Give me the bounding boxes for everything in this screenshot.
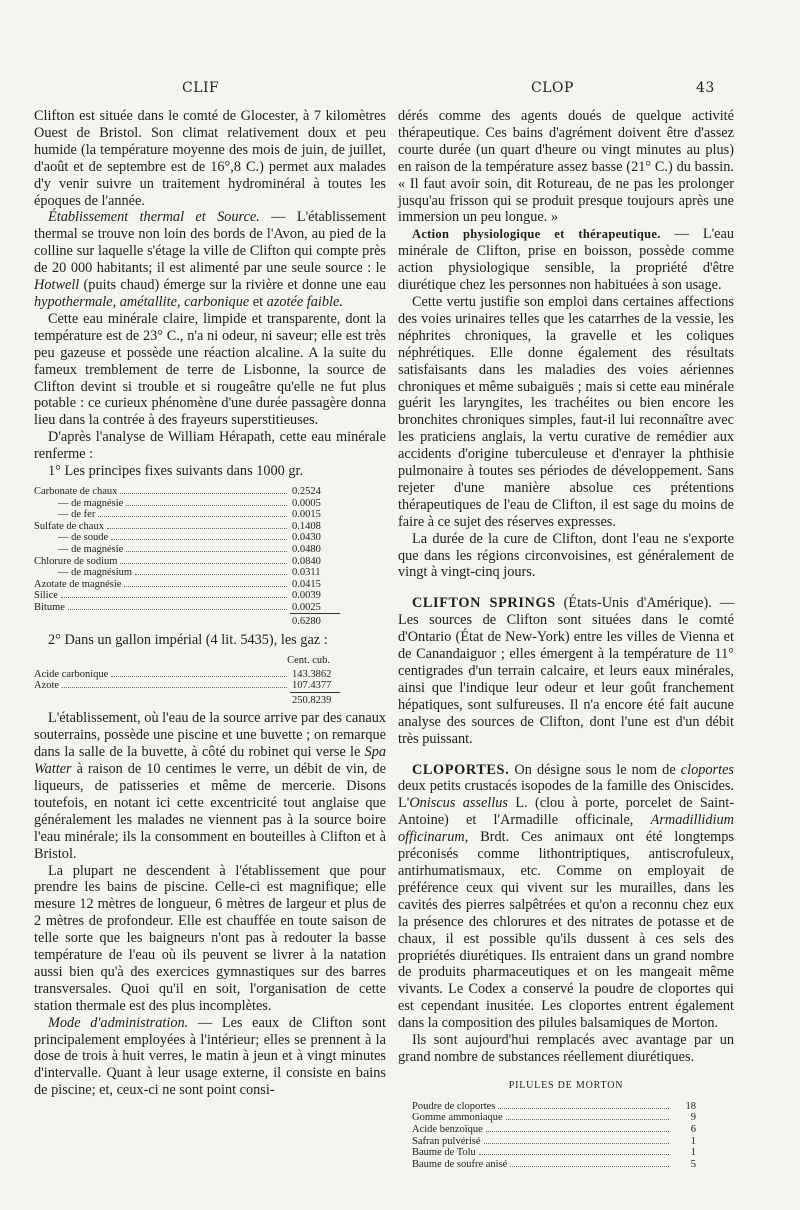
page-number: 43 <box>696 80 715 96</box>
gases-table-unit-header: Cent. cub. <box>287 654 330 666</box>
compound-value: 0.0005 <box>292 497 321 509</box>
ingredient-row <box>412 1124 696 1136</box>
subheading-action: Action physiologique et thérapeutique. <box>412 227 661 242</box>
left-column <box>34 108 386 1099</box>
leader-dots <box>98 516 287 517</box>
ingredient-value: 9 <box>690 1112 696 1124</box>
leader-dots <box>61 597 287 598</box>
ingredient-value: 1 <box>690 1135 696 1147</box>
compound-value: 0.0415 <box>292 578 321 590</box>
ingredient-row <box>412 1147 696 1159</box>
ingredient-name: Safran pulvérisé <box>412 1135 481 1147</box>
compound-row <box>34 544 340 556</box>
compound-name: Chlorure de sodium <box>34 555 118 567</box>
leader-dots <box>498 1108 669 1109</box>
leader-dots <box>120 563 287 564</box>
compound-name: — de fer <box>58 509 96 521</box>
leader-dots <box>484 1143 669 1144</box>
leader-dots <box>68 609 287 610</box>
fixed-principles-table <box>34 486 340 628</box>
running-header <box>0 80 800 100</box>
compound-name: Sulfate de chaux <box>34 520 104 532</box>
compound-value: 0.2524 <box>292 485 321 497</box>
ingredient-row <box>412 1101 696 1113</box>
ingredient-name: Baume de soufre anisé <box>412 1158 508 1170</box>
ingredient-value: 6 <box>690 1123 696 1135</box>
ingredient-name: Baume de Tolu <box>412 1147 476 1159</box>
gas-row <box>34 680 340 692</box>
compound-value: 0.0480 <box>292 543 321 555</box>
paragraph-water-description: Cette eau minérale claire, limpide et transparente, dont la température est de 23° C., n'a ni odeur, ni saveur; elle est très peu gazeuse et possède une réaction alcaline. A la suite du fameux tremblement de terre de Lisbonne, la source de Clifton devint si trouble et si rougeâtre qu'elle ne fut plus potable : ce curieux phénomène d'une durée passagère donna lieu dans la contrée à des frayeurs superstitieuses. <box>34 310 386 429</box>
compound-row <box>34 521 340 533</box>
ingredient-name: Poudre de cloportes <box>412 1100 496 1112</box>
compound-name: Silice <box>34 590 58 602</box>
paragraph-baths-continued: dérés comme des agents doués de quelque activité thérapeutique. Ces bains d'agrément doivent être d'assez courte durée (un quart d'heure ou vingt minutes au plus) en raison de la température assez basse (21° C.) du bassin. « Il faut avoir soin, dit Rotureau, de ne pas les prolonger jusqu'au frisson qui se produit presque toujours après une immersion un peu longue. » <box>398 108 734 226</box>
ingredient-row <box>412 1136 696 1148</box>
compound-value: 0.0025 <box>292 601 321 613</box>
leader-dots <box>135 574 287 575</box>
headword-cloportes: CLOPORTES. <box>412 761 510 778</box>
paragraph-replaced: Ils sont aujourd'hui remplacés avec avantage par un grand nombre de substances réellement diurétiques. <box>398 1032 734 1065</box>
compound-name: Azotate de magnésie <box>34 578 122 590</box>
header-right-word: CLOP <box>531 80 574 96</box>
morton-pills-table <box>412 1101 696 1171</box>
gas-value: 143.3862 <box>292 668 332 680</box>
compound-name: Bitume <box>34 601 65 613</box>
paragraph-buvette: L'établissement, où l'eau de la source arrive par des canaux souterrains, possède une piscine et une buvette ; on remarque dans la salle de la buvette, à côté du robinet qui verse le Spa Watter à raison de 10 centimes le verre, un débit de vin, de liqueurs, de patisseries et même de mercerie. Disons toutefois, en notant ici cette excentricité tout anglaise que généralement les malades ne viennent pas à la source boire l'eau minérale; ils la consomment en bouteilles à Clifton et à Bristol. <box>34 710 386 862</box>
leader-dots <box>126 505 287 506</box>
paragraph-indications: Cette vertu justifie son emploi dans certaines affections des voies urinaires telles que les catarrhes de la vessie, les néphrites chroniques, la gravelle et les coliques néphrétiques. Elle donne également des résultats satisfaisants dans les maladies des voies aériennes chroniques et même subaiguës ; mais si cette eau minérale guérit les laryngites, les trachéites ou bien encore les bronchites chroniques simples, faut-il lui reconnaître avec les praticiens anglais, la vertu curative de remédier aux accidents d'origine tuberculeuse et d'enrayer la phthisie pulmonaire à toutes ses périodes de développement. Sans rejeter d'une manière absolue ces prétentions thérapeutiques de l'eau de Clifton, il est sage du moins de faire à ce sujet des réserves expresses. <box>398 293 734 530</box>
headword-clifton-springs: CLIFTON SPRINGS <box>412 595 556 612</box>
leader-dots <box>107 528 287 529</box>
entry-cloportes: CLOPORTES. On désigne sous le nom de cloportes deux petits crustacés isopodes de la famille des Oniscides. L'Oniscus assellus L. (clou à porte, porcelet de Saint-Antoine) et l'Armadille officinale, Armadillidium officinarum, Brdt. Ces animaux ont été longtemps préconisés comme lithontriptiques, antiscrofuleux, antirhumatismaux, etc. Comme on employait de préférence ceux qui vivent sur les murailles, dans les cavités des pierres salpêtrées et qu'on a reconnu chez eux la présence des chlorures et des nitrates de potasse et de chaux, il est possible qu'ils dussent à ces sels des propriétés diurétiques. Ils entraient dans un grand nombre de produits pharmaceutiques et on les mangeait même vivants. Le Codex a conservé la poudre de cloportes qui est cependant inusitée. Les cloportes entrent également dans la composition des pilules balsamiques de Morton. <box>398 761 735 1032</box>
leader-dots <box>120 493 287 494</box>
paragraph-piscine: La plupart ne descendent à l'établissement que pour prendre les bains de piscine. Celle-ci est magnifique; elle mesure 12 mètres de longueur, 6 mètres de largeur et plus de 2 mètres de profondeur. Elle est chauffée en toute saison de telle sorte que les baigneurs n'ont pas à redouter la basse température de l'eau où ils peuvent se livrer à la natation aussi bien qu'à des exercices gymnastiques sur des barres transversales. Quoi qu'il en soit, l'organisation de cette station thermale est des plus incomplètes. <box>34 862 386 1014</box>
paragraph-gases: 2° Dans un gallon impérial (4 lit. 5435), les gaz : <box>48 632 328 649</box>
compound-value: 0.1408 <box>292 520 321 532</box>
compound-row <box>34 590 340 602</box>
gases-total: 250.8239 <box>290 692 340 707</box>
compound-row <box>34 509 340 521</box>
compound-row <box>34 579 340 591</box>
leader-dots <box>111 676 287 677</box>
compound-row <box>34 498 340 510</box>
compound-value: 0.0311 <box>292 567 321 579</box>
leader-dots <box>62 687 287 688</box>
ingredient-row <box>412 1112 696 1124</box>
ingredient-row <box>412 1159 696 1171</box>
leader-dots <box>111 539 287 540</box>
leader-dots <box>124 586 287 587</box>
compound-value: 0.0430 <box>292 532 321 544</box>
compound-row <box>34 486 340 498</box>
gas-value: 107.4377 <box>292 680 332 692</box>
compound-name: — de magnésie <box>58 497 124 509</box>
compound-name: — de magnésium <box>58 567 133 579</box>
compound-value: 0.0840 <box>292 555 321 567</box>
entry-clifton-springs: CLIFTON SPRINGS (États-Unis d'Amérique). — Les sources de Clifton sont situées dans le comté d'Ontario (État de New-York) entre les villes de Vienna et de Canandaiguor ; elles émergent à la température de 11° centigrades d'un terrain calcaire, et leurs eaux minérales, ainsi que l'indique leur odeur et leur goût franchement hépatiques, sont sulfureuses. Il n'a encore été fait aucune analyse des sources de Clifton, dont l'une est d'un débit très puissant. <box>398 595 734 747</box>
paragraph-establishment: Établissement thermal et Source. — L'établissement thermal se trouve non loin des bords de l'Avon, au pied de la colline sur laquelle s'étage la ville de Clifton qui compte près de 20 000 habitants; il est alimenté par une seule source : le Hotwell (puits chaud) émerge sur la rivière et donne une eau hypothermale, amétallite, carbonique et azotée faible. <box>34 209 386 310</box>
paragraph-fixed-principles: 1° Les principes fixes suivants dans 1000 gr. <box>48 463 304 480</box>
paragraph-administration: Mode d'administration. — Les eaux de Clifton sont principalement employées à l'intérieur; elles se prennent à la dose de trois à huit verres, le matin à jeun et à vingt minutes d'intervalle. Quant à leur usage externe, il consiste en bains de piscine; et, ceux-ci ne sont point consi- <box>34 1014 386 1099</box>
subheading-establishment: Établissement thermal et Source. <box>48 209 260 226</box>
compound-name: — de soude <box>58 532 109 544</box>
compound-name: Carbonate de chaux <box>34 485 118 497</box>
ingredient-name: Acide benzoïque <box>412 1123 483 1135</box>
gas-name: Azote <box>34 680 60 692</box>
header-left-word: CLIF <box>182 80 220 96</box>
ingredient-value: 18 <box>685 1100 696 1112</box>
leader-dots <box>486 1131 669 1132</box>
leader-dots <box>126 551 287 552</box>
leader-dots <box>506 1119 669 1120</box>
compound-row <box>34 556 340 568</box>
ingredient-value: 1 <box>690 1147 696 1159</box>
compound-row <box>34 602 340 614</box>
fixed-principles-total: 0.6280 <box>290 613 340 628</box>
subheading-administration: Mode d'administration. <box>48 1014 189 1031</box>
table-caption-morton: PILULES DE MORTON <box>508 1079 624 1091</box>
right-column <box>398 108 734 1174</box>
compound-name: — de magnésie <box>58 543 124 555</box>
leader-dots <box>510 1166 669 1167</box>
compound-row <box>34 567 340 579</box>
ingredient-name: Gomme ammoniaque <box>412 1112 503 1124</box>
gas-row <box>34 669 340 681</box>
gas-name: Acide carbonique <box>34 668 109 680</box>
compound-value: 0.0039 <box>292 590 321 602</box>
gases-table <box>34 655 340 706</box>
paragraph-action: Action physiologique et thérapeutique. — L'eau minérale de Clifton, prise en boisson, possède comme action physiologique sensible, la propriété d'être diurétique chez les personnes non habituées à son usage. <box>398 226 734 294</box>
paragraph-cure-duration: La durée de la cure de Clifton, dont l'eau ne s'exporte que dans les régions circonvoisines, est généralement de vingt à vingt-cinq jours. <box>398 530 734 581</box>
paragraph-analysis-intro: D'après l'analyse de William Hérapath, cette eau minérale renferme : <box>34 429 386 463</box>
paragraph-location: Clifton est située dans le comté de Glocester, à 7 kilomètres Ouest de Bristol. Son climat relativement doux et peu humide (la température moyenne des mois de juin, de juillet, d'août et de septembre est de 16°,8 C.) permet aux malades d'y venir suivre un traitement hydrominéral à toutes les époques de l'année. <box>34 108 386 209</box>
leader-dots <box>479 1154 669 1155</box>
compound-value: 0.0015 <box>292 509 321 521</box>
ingredient-value: 5 <box>690 1158 696 1170</box>
compound-row <box>34 532 340 544</box>
